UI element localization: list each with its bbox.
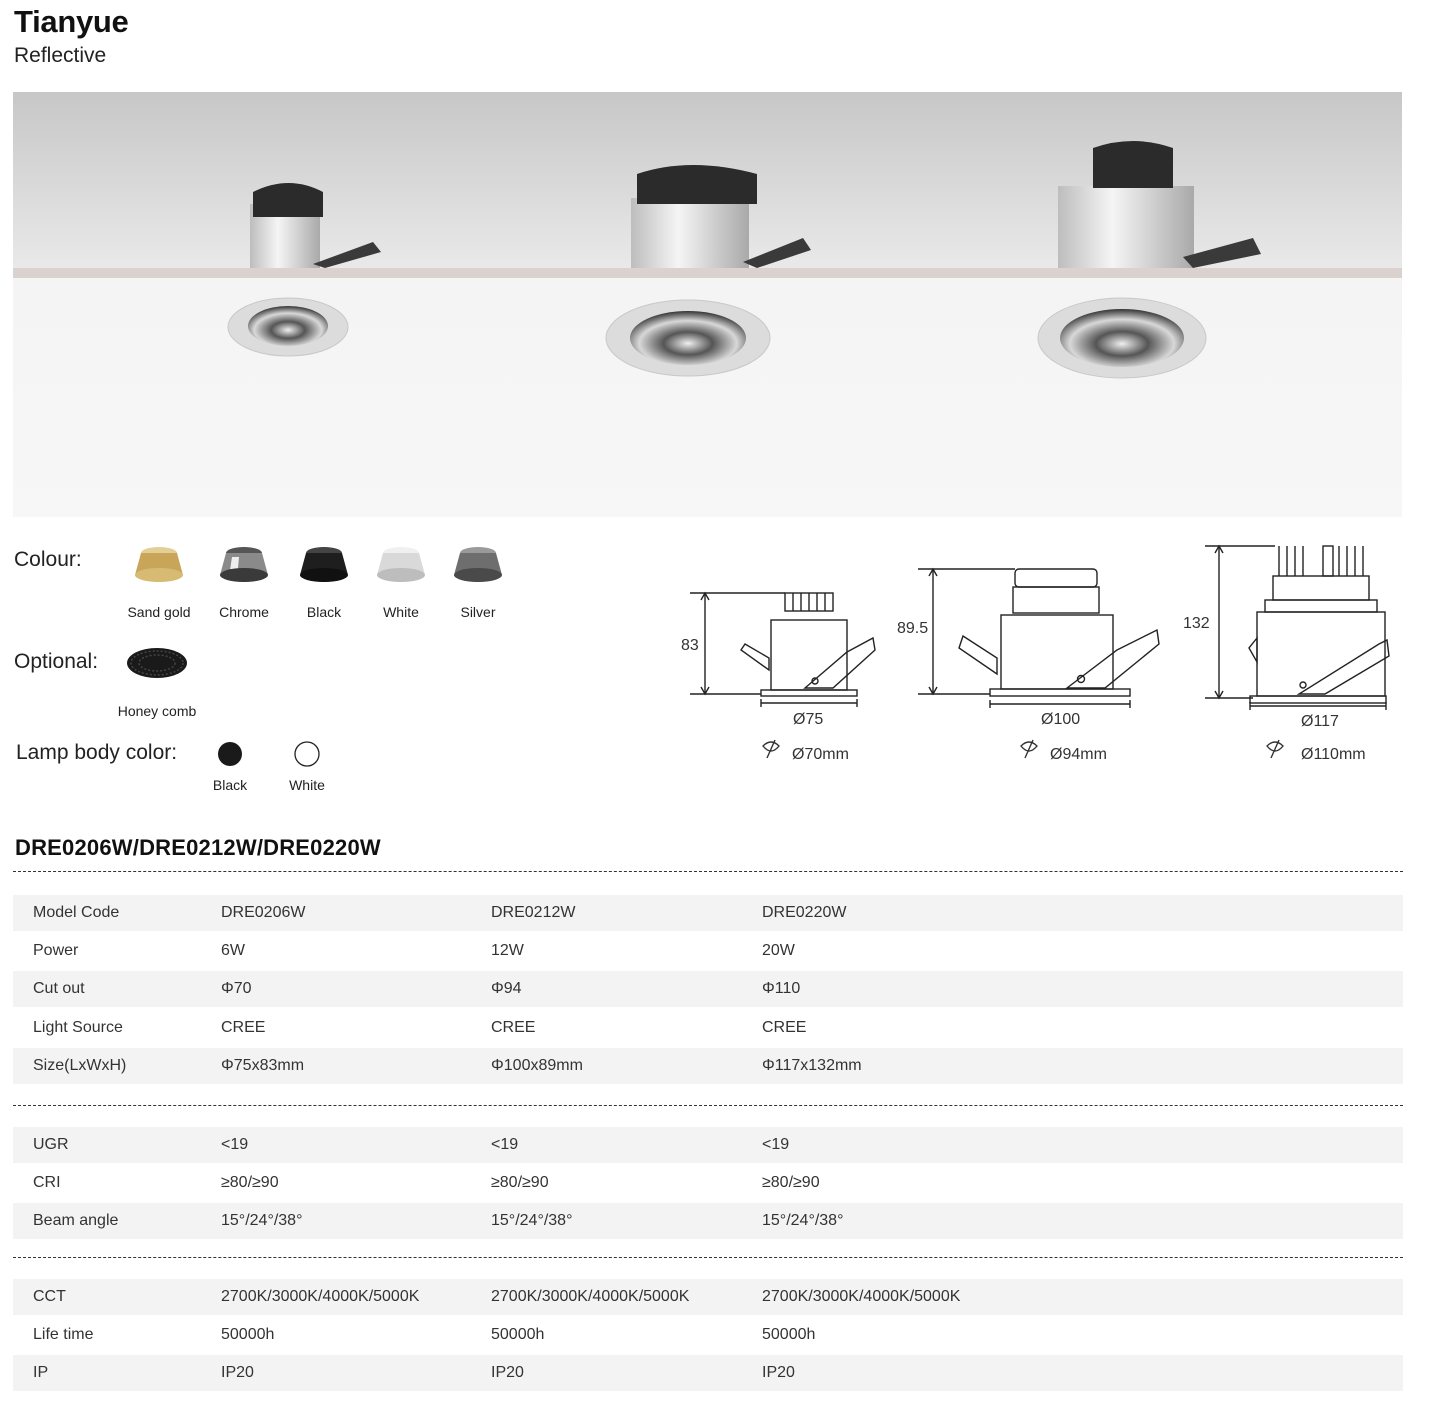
- spec-value: DRE0206W: [221, 904, 306, 921]
- brand-title: Tianyue: [14, 4, 129, 39]
- swatch-label: Silver: [460, 604, 496, 620]
- dimension-drawings: [675, 540, 1415, 780]
- spec-value: IP20: [221, 1364, 254, 1381]
- spec-value: <19: [762, 1136, 790, 1153]
- spec-value: <19: [221, 1136, 249, 1153]
- drawing-3-cutout: Ø110mm: [1301, 746, 1366, 763]
- spec-label: Light Source: [33, 1019, 123, 1036]
- spec-label: Model Code: [33, 904, 120, 921]
- spec-row-size: [13, 1048, 1403, 1084]
- spec-value: CREE: [221, 1019, 266, 1036]
- spec-label: Beam angle: [33, 1212, 119, 1229]
- option-label: Honey comb: [117, 703, 197, 719]
- drawing-3-height: 132: [1183, 615, 1210, 632]
- spec-value: Φ100x89mm: [491, 1057, 583, 1074]
- drawing-2-height: 89.5: [897, 620, 929, 637]
- spec-value: Φ75x83mm: [221, 1057, 305, 1074]
- body-color-white[interactable]: [262, 741, 352, 793]
- spec-value: 50000h: [491, 1326, 545, 1343]
- divider: [13, 871, 1403, 872]
- spec-value: 50000h: [762, 1326, 816, 1343]
- spec-label: Life time: [33, 1326, 94, 1343]
- spec-label: Size(LxWxH): [33, 1057, 127, 1074]
- spec-label: Cut out: [33, 980, 85, 997]
- spec-value: 2700K/3000K/4000K/5000K: [491, 1288, 690, 1305]
- spec-value: IP20: [762, 1364, 795, 1381]
- spec-label: CRI: [33, 1174, 61, 1191]
- dimension-drawing-2: [918, 569, 1159, 708]
- spec-value: CREE: [491, 1019, 536, 1036]
- spec-value: DRE0212W: [491, 904, 576, 921]
- swatch-sand-gold[interactable]: [114, 545, 204, 620]
- spec-value: Φ70: [221, 980, 252, 997]
- spec-label: CCT: [33, 1288, 66, 1305]
- body-color-label: Lamp body color:: [16, 741, 178, 764]
- divider: [13, 1105, 1403, 1106]
- spec-row-ugr: [13, 1127, 1403, 1163]
- drawing-2-diameter: Ø100: [1041, 711, 1081, 728]
- swatch-label: White: [383, 604, 419, 620]
- spec-title: DRE0206W/DRE0212W/DRE0220W: [15, 835, 381, 860]
- spec-row-model-code: [13, 895, 1403, 931]
- spec-value: DRE0220W: [762, 904, 847, 921]
- drawing-3-diameter: Ø117: [1301, 713, 1339, 730]
- spec-value: 15°/24°/38°: [221, 1212, 303, 1229]
- spec-value: 15°/24°/38°: [491, 1212, 573, 1229]
- spec-row-life-time: [13, 1317, 1403, 1353]
- silver-reflector-icon: [433, 545, 523, 587]
- spec-value: 6W: [221, 942, 245, 959]
- divider: [13, 1257, 1403, 1258]
- spec-row-cct: [13, 1279, 1403, 1315]
- swatch-silver[interactable]: [433, 545, 523, 620]
- white-dot-icon: [262, 741, 352, 769]
- spec-value: Φ117x132mm: [762, 1057, 862, 1074]
- spec-value: CREE: [762, 1019, 807, 1036]
- dimension-drawing-3: [1205, 546, 1389, 710]
- option-honeycomb[interactable]: [112, 646, 202, 719]
- spec-value: ≥80/≥90: [221, 1174, 279, 1191]
- body-color-name: White: [289, 777, 325, 793]
- spec-value: 2700K/3000K/4000K/5000K: [762, 1288, 961, 1305]
- swatch-label: Chrome: [219, 604, 269, 620]
- chrome-reflector-icon: [199, 545, 289, 587]
- spec-value: 12W: [491, 942, 524, 959]
- spec-row-light-source: [13, 1010, 1403, 1046]
- spec-value: 2700K/3000K/4000K/5000K: [221, 1288, 420, 1305]
- spec-row-beam-angle: [13, 1203, 1403, 1239]
- product-hero-image: [13, 92, 1402, 517]
- spec-label: IP: [33, 1364, 49, 1381]
- spec-value: Φ110: [762, 980, 801, 997]
- swatch-chrome[interactable]: [199, 545, 289, 620]
- swatch-label: Black: [306, 604, 342, 620]
- spec-value: 50000h: [221, 1326, 275, 1343]
- drawing-1-diameter: Ø75: [793, 711, 824, 728]
- honeycomb-icon: [112, 646, 202, 680]
- spec-value: ≥80/≥90: [762, 1174, 820, 1191]
- drawing-2-cutout: Ø94mm: [1050, 746, 1107, 763]
- product-subtitle: Reflective: [14, 44, 107, 67]
- spec-value: 20W: [762, 942, 795, 959]
- spec-value: 15°/24°/38°: [762, 1212, 844, 1229]
- spec-label: Power: [33, 942, 79, 959]
- colour-label: Colour:: [14, 548, 82, 571]
- dimension-drawing-1: [690, 593, 875, 707]
- spec-label: UGR: [33, 1136, 69, 1153]
- sand-gold-reflector-icon: [114, 545, 204, 587]
- spec-value: <19: [491, 1136, 519, 1153]
- swatch-label: Sand gold: [127, 604, 191, 620]
- spec-value: ≥80/≥90: [491, 1174, 549, 1191]
- spec-row-power: [13, 933, 1403, 969]
- spec-row-cut-out: [13, 971, 1403, 1007]
- spec-value: IP20: [491, 1364, 524, 1381]
- drawing-1-height: 83: [681, 637, 699, 654]
- optional-label: Optional:: [14, 650, 99, 673]
- body-color-name: Black: [212, 777, 248, 793]
- spec-row-ip: [13, 1355, 1403, 1391]
- spec-row-cri: [13, 1165, 1403, 1201]
- spec-value: Φ94: [491, 980, 522, 997]
- drawing-1-cutout: Ø70mm: [792, 746, 849, 763]
